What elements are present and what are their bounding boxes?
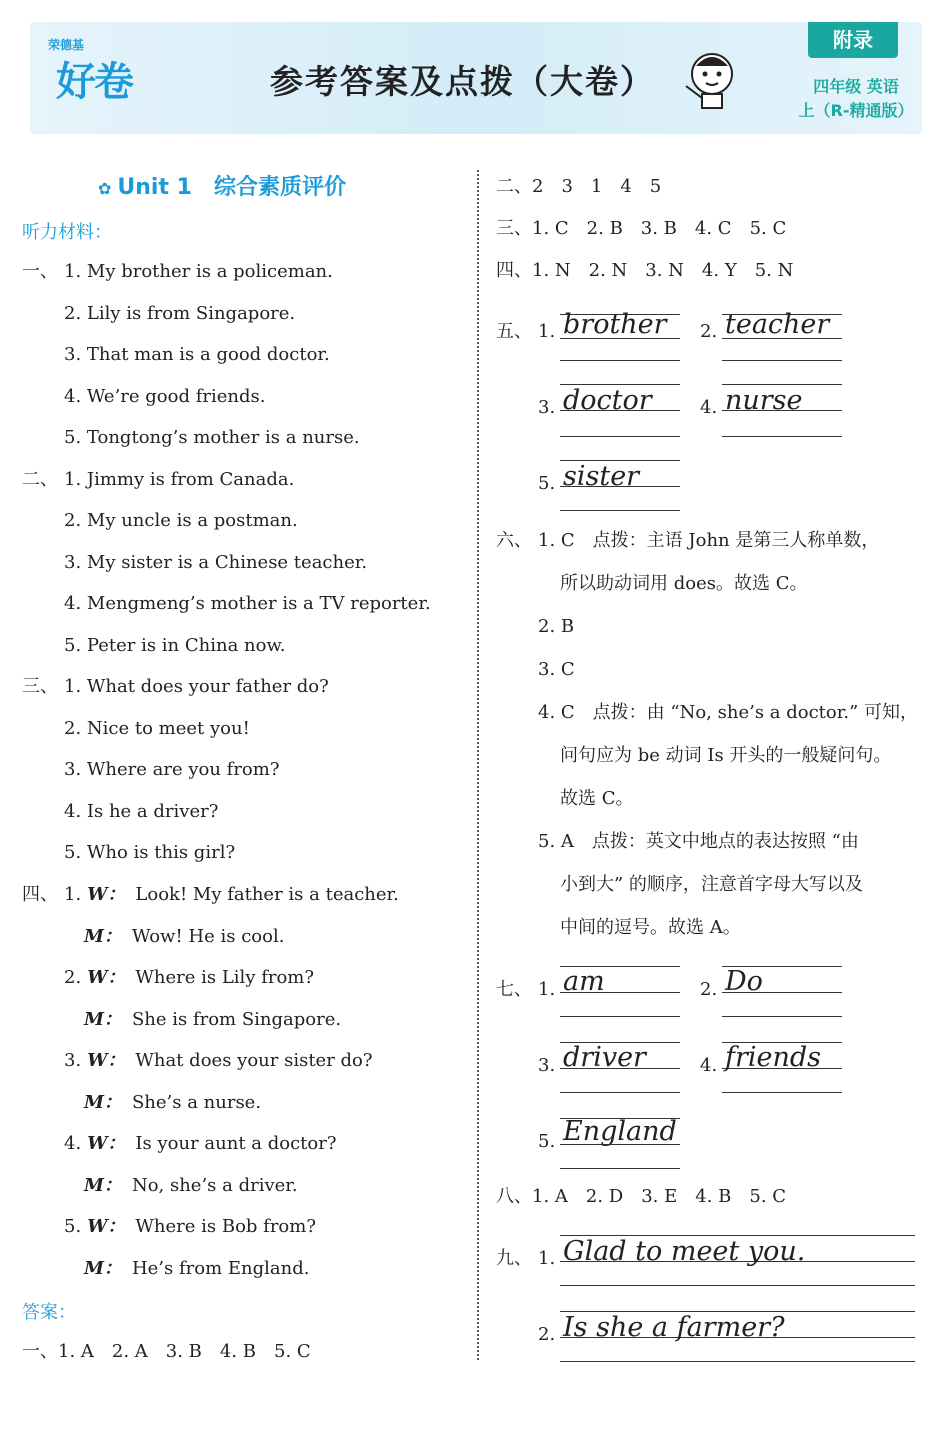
handwritten-answer: teacher	[725, 309, 830, 340]
handwritten-answer: Do	[725, 966, 763, 997]
dialogue-line: M： He’s from England.	[84, 1258, 310, 1279]
dialogue-line: M： She’s a nurse.	[84, 1092, 262, 1113]
explanation-text: 1. C 点拨：主语 John 是第三人称单数，	[538, 530, 880, 551]
handwritten-sentence: Is she a farmer?	[563, 1312, 785, 1343]
writing-line	[560, 1168, 680, 1169]
column-divider	[477, 170, 479, 1360]
item-number: 2.	[700, 321, 718, 342]
writing-line	[560, 1092, 680, 1093]
writing-line	[722, 1016, 842, 1017]
appendix-tag: 附录	[808, 22, 898, 58]
handwritten-answer: doctor	[563, 385, 652, 416]
edition-label: 上（R-精通版）	[798, 101, 914, 120]
item-number: 3.	[538, 1055, 556, 1076]
writing-line	[560, 1285, 915, 1286]
section-label: 一、	[22, 261, 58, 282]
page-title: 参考答案及点拨（大卷）	[270, 62, 655, 101]
list-item: 3. Where are you from?	[64, 759, 280, 780]
explanation-text: 4. C 点拨：由 “No, she’s a doctor.” 可知，	[538, 702, 919, 723]
writing-line	[560, 436, 680, 437]
list-item: 1. What does your father do?	[64, 676, 329, 697]
answer-row: 二、2 3 1 4 5	[496, 176, 662, 197]
dialogue-line: M： Wow! He is cool.	[84, 926, 285, 947]
dialogue-line: M： No, she’s a driver.	[84, 1175, 298, 1196]
handwritten-answer: nurse	[725, 385, 803, 416]
handwritten-answer: am	[563, 966, 605, 997]
item-number: 3.	[538, 397, 556, 418]
explanation-text: 问句应为 be 动词 Is 开头的一般疑问句。	[560, 745, 892, 766]
handwritten-answer: England	[563, 1116, 677, 1147]
answer-row: 2. B	[538, 616, 575, 637]
list-item: 1. Jimmy is from Canada.	[64, 469, 295, 490]
item-number: 5.	[538, 1131, 556, 1152]
writing-line	[722, 1092, 842, 1093]
dialogue-line: 3. W： What does your sister do?	[64, 1050, 373, 1071]
list-item: 5. Peter is in China now.	[64, 635, 286, 656]
writing-line	[560, 360, 680, 361]
answer-row: 一、1. A 2. A 3. B 4. B 5. C	[22, 1341, 311, 1362]
writing-line	[560, 1361, 915, 1362]
list-item: 2. Lily is from Singapore.	[64, 303, 296, 324]
item-number: 1.	[538, 321, 556, 342]
dialogue-line: M： She is from Singapore.	[84, 1009, 342, 1030]
section-label: 九、	[496, 1248, 532, 1269]
writing-line	[560, 510, 680, 511]
section-label: 六、	[496, 530, 532, 551]
explanation-text: 5. A 点拨：英文中地点的表达按照 “由	[538, 831, 859, 852]
section-label: 二、	[22, 469, 58, 490]
item-number: 1.	[538, 979, 556, 1000]
list-item: 4. We’re good friends.	[64, 386, 266, 407]
item-number: 2.	[538, 1324, 556, 1345]
list-item: 4. Is he a driver?	[64, 801, 219, 822]
list-item: 5. Who is this girl?	[64, 842, 236, 863]
dialogue-line: 5. W： Where is Bob from?	[64, 1216, 316, 1237]
writing-line	[722, 360, 842, 361]
item-number: 4.	[700, 1055, 718, 1076]
writing-line	[560, 1016, 680, 1017]
section-label: 五、	[496, 321, 532, 342]
handwritten-answer: driver	[563, 1042, 646, 1073]
item-number: 1.	[538, 1248, 556, 1269]
explanation-text: 故选 C。	[560, 788, 634, 809]
writing-line	[722, 436, 842, 437]
grade-label: 四年级 英语	[813, 77, 899, 96]
item-number: 2.	[700, 979, 718, 1000]
explanation-text: 小到大” 的顺序，注意首字母大写以及	[560, 874, 863, 895]
answer-row: 四、1. N 2. N 3. N 4. Y 5. N	[496, 260, 794, 281]
list-item: 1. My brother is a policeman.	[64, 261, 333, 282]
brand-name: 荣德基	[48, 38, 85, 52]
handwritten-answer: brother	[563, 309, 667, 340]
item-number: 4.	[700, 397, 718, 418]
dialogue-line: 1. W： Look! My father is a teacher.	[64, 884, 399, 905]
item-number: 5.	[538, 473, 556, 494]
list-item: 5. Tongtong’s mother is a nurse.	[64, 427, 360, 448]
brand-logo: 好卷	[56, 59, 132, 105]
unit-title: ✿ Unit 1 综合素质评价	[98, 175, 346, 200]
section-label: 四、	[22, 884, 58, 905]
answer-row: 三、1. C 2. B 3. B 4. C 5. C	[496, 218, 787, 239]
list-item: 3. That man is a good doctor.	[64, 344, 330, 365]
answers-label: 答案：	[22, 1302, 76, 1323]
section-label: 三、	[22, 676, 58, 697]
section-label: 七、	[496, 979, 532, 1000]
mascot-icon	[680, 46, 744, 110]
explanation-text: 中间的逗号。故选 A。	[560, 917, 741, 938]
handwritten-sentence: Glad to meet you.	[563, 1236, 806, 1267]
paw-icon: ✿	[98, 179, 112, 198]
answer-row: 3. C	[538, 659, 575, 680]
list-item: 2. Nice to meet you!	[64, 718, 250, 739]
list-item: 4. Mengmeng’s mother is a TV reporter.	[64, 593, 431, 614]
dialogue-line: 2. W： Where is Lily from?	[64, 967, 315, 988]
explanation-text: 所以助动词用 does。故选 C。	[560, 573, 808, 594]
handwritten-answer: friends	[725, 1042, 822, 1073]
answer-row: 八、1. A 2. D 3. E 4. B 5. C	[496, 1186, 787, 1207]
list-item: 3. My sister is a Chinese teacher.	[64, 552, 368, 573]
list-item: 2. My uncle is a postman.	[64, 510, 298, 531]
dialogue-line: 4. W： Is your aunt a doctor?	[64, 1133, 337, 1154]
listening-label: 听力材料：	[22, 222, 112, 243]
handwritten-answer: sister	[563, 461, 640, 492]
